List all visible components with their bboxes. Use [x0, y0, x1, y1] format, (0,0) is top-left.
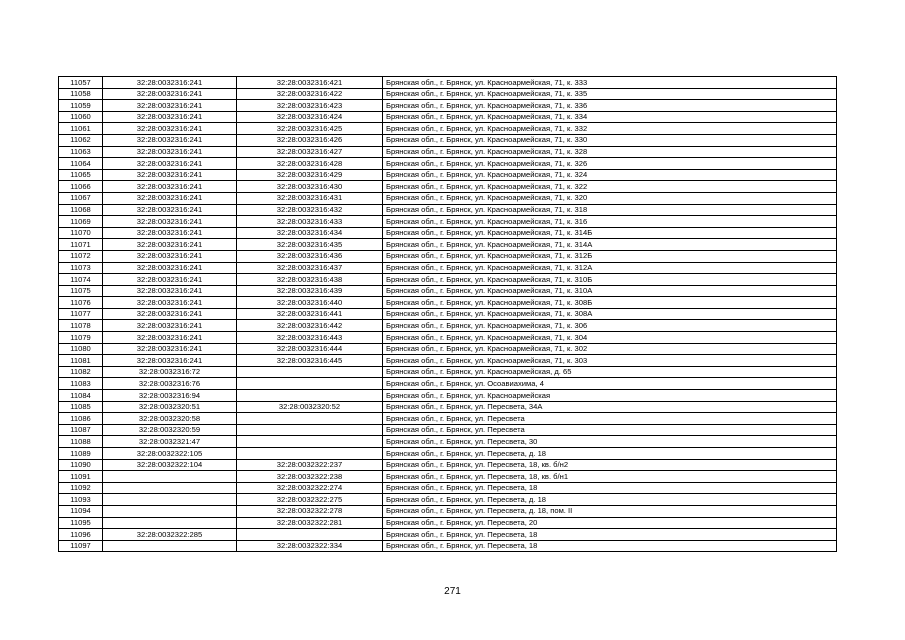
- row-number-cell: 11081: [59, 355, 103, 367]
- address-cell: Брянская обл., г. Брянск, ул. Осоавиахима, 4: [383, 378, 837, 390]
- cadastral-number-cell: 32:28:0032316:426: [237, 134, 383, 146]
- address-cell: Брянская обл., г. Брянск, ул. Красноармейская, 71, к. 312А: [383, 262, 837, 274]
- row-number-cell: 11088: [59, 436, 103, 448]
- cadastral-number-cell: 32:28:0032316:423: [237, 100, 383, 112]
- table-row: [59, 88, 837, 100]
- table-row: [59, 216, 837, 228]
- address-cell: Брянская обл., г. Брянск, ул. Пересвета, 18: [383, 529, 837, 541]
- table-row: [59, 424, 837, 436]
- cadastral-number-cell: [237, 448, 383, 460]
- table-row: [59, 146, 837, 158]
- row-number-cell: 11087: [59, 424, 103, 436]
- parent-cadastral-number-cell: 32:28:0032316:241: [103, 297, 237, 309]
- table-row: [59, 378, 837, 390]
- parent-cadastral-number-cell: 32:28:0032320:59: [103, 424, 237, 436]
- row-number-cell: 11089: [59, 448, 103, 460]
- parent-cadastral-number-cell: 32:28:0032322:105: [103, 448, 237, 460]
- address-cell: Брянская обл., г. Брянск, ул. Красноармейская, 71, к. 326: [383, 158, 837, 170]
- address-cell: Брянская обл., г. Брянск, ул. Пересвета, 20: [383, 517, 837, 529]
- cadastral-number-cell: 32:28:0032316:434: [237, 227, 383, 239]
- parent-cadastral-number-cell: 32:28:0032316:241: [103, 169, 237, 181]
- row-number-cell: 11091: [59, 471, 103, 483]
- table-row: [59, 192, 837, 204]
- row-number-cell: 11076: [59, 297, 103, 309]
- table-row: [59, 505, 837, 517]
- cadastral-number-cell: 32:28:0032316:431: [237, 192, 383, 204]
- cadastral-number-cell: 32:28:0032316:438: [237, 274, 383, 286]
- table-row: [59, 100, 837, 112]
- row-number-cell: 11066: [59, 181, 103, 193]
- row-number-cell: 11082: [59, 366, 103, 378]
- cadastral-number-cell: 32:28:0032316:428: [237, 158, 383, 170]
- address-cell: Брянская обл., г. Брянск, ул. Красноармейская, 71, к. 332: [383, 123, 837, 135]
- parent-cadastral-number-cell: 32:28:0032316:241: [103, 320, 237, 332]
- parent-cadastral-number-cell: 32:28:0032320:58: [103, 413, 237, 425]
- row-number-cell: 11058: [59, 88, 103, 100]
- cadastral-number-cell: 32:28:0032316:427: [237, 146, 383, 158]
- table-row: [59, 343, 837, 355]
- parent-cadastral-number-cell: [103, 482, 237, 494]
- address-cell: Брянская обл., г. Брянск, ул. Пересвета, 34А: [383, 401, 837, 413]
- parent-cadastral-number-cell: [103, 505, 237, 517]
- address-cell: Брянская обл., г. Брянск, ул. Красноармейская, 71, к. 330: [383, 134, 837, 146]
- row-number-cell: 11084: [59, 390, 103, 402]
- parent-cadastral-number-cell: 32:28:0032316:241: [103, 100, 237, 112]
- parent-cadastral-number-cell: 32:28:0032316:241: [103, 192, 237, 204]
- cadastral-number-cell: [237, 424, 383, 436]
- table-row: [59, 227, 837, 239]
- parent-cadastral-number-cell: 32:28:0032316:241: [103, 134, 237, 146]
- cadastral-number-cell: 32:28:0032316:429: [237, 169, 383, 181]
- parent-cadastral-number-cell: 32:28:0032316:94: [103, 390, 237, 402]
- address-cell: Брянская обл., г. Брянск, ул. Красноармейская, 71, к. 322: [383, 181, 837, 193]
- address-cell: Брянская обл., г. Брянск, ул. Красноармейская, 71, к. 324: [383, 169, 837, 181]
- cadastral-number-cell: 32:28:0032316:442: [237, 320, 383, 332]
- address-cell: Брянская обл., г. Брянск, ул. Красноармейская, 71, к. 334: [383, 111, 837, 123]
- table-row: [59, 517, 837, 529]
- cadastral-number-cell: 32:28:0032322:281: [237, 517, 383, 529]
- cadastral-number-cell: [237, 366, 383, 378]
- row-number-cell: 11072: [59, 250, 103, 262]
- address-cell: Брянская обл., г. Брянск, ул. Красноармейская, д. 65: [383, 366, 837, 378]
- cadastral-table: [58, 76, 837, 552]
- row-number-cell: 11062: [59, 134, 103, 146]
- address-cell: Брянская обл., г. Брянск, ул. Красноармейская, 71, к. 335: [383, 88, 837, 100]
- row-number-cell: 11074: [59, 274, 103, 286]
- table-row: [59, 529, 837, 541]
- parent-cadastral-number-cell: 32:28:0032316:241: [103, 216, 237, 228]
- row-number-cell: 11067: [59, 192, 103, 204]
- row-number-cell: 11060: [59, 111, 103, 123]
- address-cell: Брянская обл., г. Брянск, ул. Красноармейская, 71, к. 314А: [383, 239, 837, 251]
- cadastral-number-cell: 32:28:0032316:443: [237, 332, 383, 344]
- row-number-cell: 11063: [59, 146, 103, 158]
- address-cell: Брянская обл., г. Брянск, ул. Красноармейская, 71, к. 328: [383, 146, 837, 158]
- cadastral-number-cell: 32:28:0032316:433: [237, 216, 383, 228]
- table-row: [59, 158, 837, 170]
- address-cell: Брянская обл., г. Брянск, ул. Красноармейская, 71, к. 310Б: [383, 274, 837, 286]
- table-row: [59, 111, 837, 123]
- parent-cadastral-number-cell: 32:28:0032316:241: [103, 111, 237, 123]
- row-number-cell: 11095: [59, 517, 103, 529]
- row-number-cell: 11077: [59, 308, 103, 320]
- address-cell: Брянская обл., г. Брянск, ул. Пересвета, д. 18, пом. II: [383, 505, 837, 517]
- address-cell: Брянская обл., г. Брянск, ул. Красноармейская, 71, к. 320: [383, 192, 837, 204]
- parent-cadastral-number-cell: 32:28:0032316:76: [103, 378, 237, 390]
- table-row: [59, 390, 837, 402]
- cadastral-number-cell: 32:28:0032316:424: [237, 111, 383, 123]
- address-cell: Брянская обл., г. Брянск, ул. Красноармейская, 71, к. 308А: [383, 308, 837, 320]
- table-row: [59, 181, 837, 193]
- cadastral-number-cell: 32:28:0032316:439: [237, 285, 383, 297]
- table-row: [59, 494, 837, 506]
- cadastral-number-cell: 32:28:0032316:441: [237, 308, 383, 320]
- table-row: [59, 285, 837, 297]
- table-row: [59, 169, 837, 181]
- parent-cadastral-number-cell: 32:28:0032316:241: [103, 158, 237, 170]
- cadastral-number-cell: 32:28:0032322:334: [237, 540, 383, 552]
- table-row: [59, 320, 837, 332]
- table-row: [59, 262, 837, 274]
- parent-cadastral-number-cell: 32:28:0032316:241: [103, 332, 237, 344]
- row-number-cell: 11069: [59, 216, 103, 228]
- row-number-cell: 11078: [59, 320, 103, 332]
- table-row: [59, 459, 837, 471]
- address-cell: Брянская обл., г. Брянск, ул. Пересвета, 30: [383, 436, 837, 448]
- address-cell: Брянская обл., г. Брянск, ул. Пересвета, д. 18: [383, 448, 837, 460]
- address-cell: Брянская обл., г. Брянск, ул. Пересвета, 18: [383, 482, 837, 494]
- row-number-cell: 11057: [59, 77, 103, 89]
- row-number-cell: 11093: [59, 494, 103, 506]
- table-row: [59, 297, 837, 309]
- parent-cadastral-number-cell: 32:28:0032316:241: [103, 77, 237, 89]
- parent-cadastral-number-cell: [103, 540, 237, 552]
- parent-cadastral-number-cell: [103, 517, 237, 529]
- row-number-cell: 11085: [59, 401, 103, 413]
- parent-cadastral-number-cell: 32:28:0032316:241: [103, 250, 237, 262]
- row-number-cell: 11070: [59, 227, 103, 239]
- table-row: [59, 482, 837, 494]
- row-number-cell: 11065: [59, 169, 103, 181]
- cadastral-number-cell: 32:28:0032322:275: [237, 494, 383, 506]
- parent-cadastral-number-cell: 32:28:0032316:241: [103, 285, 237, 297]
- table-body: [59, 77, 837, 552]
- address-cell: Брянская обл., г. Брянск, ул. Пересвета: [383, 424, 837, 436]
- cadastral-number-cell: [237, 529, 383, 541]
- table-row: [59, 366, 837, 378]
- parent-cadastral-number-cell: 32:28:0032316:72: [103, 366, 237, 378]
- cadastral-number-cell: 32:28:0032316:440: [237, 297, 383, 309]
- address-cell: Брянская обл., г. Брянск, ул. Пересвета, 18, кв. б/н1: [383, 471, 837, 483]
- address-cell: Брянская обл., г. Брянск, ул. Красноармейская, 71, к. 336: [383, 100, 837, 112]
- parent-cadastral-number-cell: 32:28:0032316:241: [103, 262, 237, 274]
- table-row: [59, 274, 837, 286]
- row-number-cell: 11059: [59, 100, 103, 112]
- table-row: [59, 540, 837, 552]
- row-number-cell: 11096: [59, 529, 103, 541]
- row-number-cell: 11068: [59, 204, 103, 216]
- cadastral-number-cell: 32:28:0032322:237: [237, 459, 383, 471]
- row-number-cell: 11094: [59, 505, 103, 517]
- table-row: [59, 448, 837, 460]
- address-cell: Брянская обл., г. Брянск, ул. Красноармейская, 71, к. 310А: [383, 285, 837, 297]
- parent-cadastral-number-cell: 32:28:0032321:47: [103, 436, 237, 448]
- row-number-cell: 11075: [59, 285, 103, 297]
- cadastral-number-cell: 32:28:0032316:422: [237, 88, 383, 100]
- address-cell: Брянская обл., г. Брянск, ул. Красноармейская, 71, к. 314Б: [383, 227, 837, 239]
- table-row: [59, 77, 837, 89]
- row-number-cell: 11064: [59, 158, 103, 170]
- table-row: [59, 355, 837, 367]
- parent-cadastral-number-cell: [103, 471, 237, 483]
- table-row: [59, 250, 837, 262]
- table-row: [59, 471, 837, 483]
- cadastral-number-cell: 32:28:0032316:432: [237, 204, 383, 216]
- row-number-cell: 11090: [59, 459, 103, 471]
- parent-cadastral-number-cell: 32:28:0032316:241: [103, 88, 237, 100]
- address-cell: Брянская обл., г. Брянск, ул. Пересвета, д. 18: [383, 494, 837, 506]
- address-cell: Брянская обл., г. Брянск, ул. Красноармейская, 71, к. 304: [383, 332, 837, 344]
- row-number-cell: 11061: [59, 123, 103, 135]
- address-cell: Брянская обл., г. Брянск, ул. Красноармейская, 71, к. 302: [383, 343, 837, 355]
- row-number-cell: 11080: [59, 343, 103, 355]
- address-cell: Брянская обл., г. Брянск, ул. Красноармейская, 71, к. 318: [383, 204, 837, 216]
- parent-cadastral-number-cell: 32:28:0032316:241: [103, 181, 237, 193]
- cadastral-number-cell: 32:28:0032316:435: [237, 239, 383, 251]
- table-row: [59, 436, 837, 448]
- row-number-cell: 11073: [59, 262, 103, 274]
- parent-cadastral-number-cell: 32:28:0032320:51: [103, 401, 237, 413]
- address-cell: Брянская обл., г. Брянск, ул. Красноармейская: [383, 390, 837, 402]
- row-number-cell: 11097: [59, 540, 103, 552]
- page-number: 271: [444, 586, 461, 597]
- cadastral-number-cell: [237, 436, 383, 448]
- table-row: [59, 134, 837, 146]
- table-row: [59, 204, 837, 216]
- parent-cadastral-number-cell: 32:28:0032322:104: [103, 459, 237, 471]
- address-cell: Брянская обл., г. Брянск, ул. Пересвета, 18: [383, 540, 837, 552]
- row-number-cell: 11083: [59, 378, 103, 390]
- table-row: [59, 413, 837, 425]
- cadastral-number-cell: [237, 378, 383, 390]
- parent-cadastral-number-cell: [103, 494, 237, 506]
- address-cell: Брянская обл., г. Брянск, ул. Красноармейская, 71, к. 306: [383, 320, 837, 332]
- address-cell: Брянская обл., г. Брянск, ул. Пересвета: [383, 413, 837, 425]
- parent-cadastral-number-cell: 32:28:0032316:241: [103, 146, 237, 158]
- cadastral-number-cell: 32:28:0032316:444: [237, 343, 383, 355]
- parent-cadastral-number-cell: 32:28:0032316:241: [103, 123, 237, 135]
- row-number-cell: 11092: [59, 482, 103, 494]
- parent-cadastral-number-cell: 32:28:0032322:285: [103, 529, 237, 541]
- cadastral-number-cell: 32:28:0032316:425: [237, 123, 383, 135]
- parent-cadastral-number-cell: 32:28:0032316:241: [103, 239, 237, 251]
- table-row: [59, 401, 837, 413]
- address-cell: Брянская обл., г. Брянск, ул. Пересвета, 18, кв. б/н2: [383, 459, 837, 471]
- cadastral-number-cell: 32:28:0032320:52: [237, 401, 383, 413]
- address-cell: Брянская обл., г. Брянск, ул. Красноармейская, 71, к. 312Б: [383, 250, 837, 262]
- parent-cadastral-number-cell: 32:28:0032316:241: [103, 355, 237, 367]
- row-number-cell: 11086: [59, 413, 103, 425]
- cadastral-number-cell: 32:28:0032316:421: [237, 77, 383, 89]
- cadastral-number-cell: 32:28:0032316:445: [237, 355, 383, 367]
- table-row: [59, 123, 837, 135]
- parent-cadastral-number-cell: 32:28:0032316:241: [103, 343, 237, 355]
- address-cell: Брянская обл., г. Брянск, ул. Красноармейская, 71, к. 303: [383, 355, 837, 367]
- parent-cadastral-number-cell: 32:28:0032316:241: [103, 204, 237, 216]
- row-number-cell: 11079: [59, 332, 103, 344]
- table-row: [59, 239, 837, 251]
- row-number-cell: 11071: [59, 239, 103, 251]
- table-row: [59, 332, 837, 344]
- cadastral-number-cell: [237, 413, 383, 425]
- parent-cadastral-number-cell: 32:28:0032316:241: [103, 274, 237, 286]
- cadastral-number-cell: [237, 390, 383, 402]
- cadastral-number-cell: 32:28:0032322:278: [237, 505, 383, 517]
- parent-cadastral-number-cell: 32:28:0032316:241: [103, 308, 237, 320]
- address-cell: Брянская обл., г. Брянск, ул. Красноармейская, 71, к. 316: [383, 216, 837, 228]
- address-cell: Брянская обл., г. Брянск, ул. Красноармейская, 71, к. 308Б: [383, 297, 837, 309]
- cadastral-number-cell: 32:28:0032322:238: [237, 471, 383, 483]
- cadastral-number-cell: 32:28:0032316:436: [237, 250, 383, 262]
- table-row: [59, 308, 837, 320]
- parent-cadastral-number-cell: 32:28:0032316:241: [103, 227, 237, 239]
- cadastral-number-cell: 32:28:0032316:437: [237, 262, 383, 274]
- address-cell: Брянская обл., г. Брянск, ул. Красноармейская, 71, к. 333: [383, 77, 837, 89]
- cadastral-number-cell: 32:28:0032322:274: [237, 482, 383, 494]
- cadastral-number-cell: 32:28:0032316:430: [237, 181, 383, 193]
